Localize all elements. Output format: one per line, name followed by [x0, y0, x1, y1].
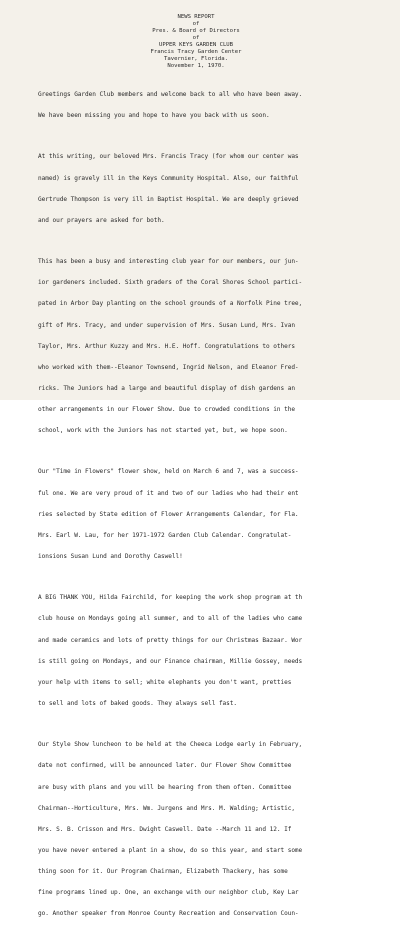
text-line: your help with items to sell; white elephants you don't want, pretties	[38, 678, 292, 686]
header-line: of	[192, 35, 200, 41]
paragraph-greeting	[38, 77, 394, 133]
text-line: and made ceramics and lots of pretty things for our Christmas Bazaar. Wor	[38, 636, 303, 644]
text-line: ries selected by State edition of Flower Arrangements Calendar, for Fla.	[38, 510, 299, 518]
text-line: are busy with plans and you will be hearing from them often. Committee	[38, 783, 292, 791]
header-line: Tavernier, Florida.	[164, 56, 228, 62]
text-line: fine programs lined up. One, an exchange with our neighbor club, Key Lar	[38, 889, 299, 897]
text-line: Our "Time in Flowers" flower show, held on March 6 and 7, was a success-	[38, 468, 299, 476]
text-line: This has been a busy and interesting club year for our members, our jun-	[38, 258, 299, 266]
text-line: ricks. The Juniors had a large and beautiful display of dish gardens an	[38, 384, 295, 392]
text-line: ionsions Susan Lund and Dorothy Caswell!	[38, 553, 183, 561]
text-line: school, work with the Juniors has not started yet, but, we hope soon.	[38, 427, 288, 435]
text-line: club house on Mondays going all summer, and to all of the ladies who came	[38, 615, 303, 623]
text-line: gift of Mrs. Tracy, and under supervision of Mrs. Susan Lund, Mrs. Ivan	[38, 321, 295, 329]
header-line: Pres. & Board of Directors	[152, 28, 240, 34]
text-line: Our Style Show luncheon to be held at the Cheeca Lodge early in February,	[38, 741, 303, 749]
text-line: date not confirmed, will be announced later. Our Flower Show Committee	[38, 762, 292, 770]
text-line: thing soon for it. Our Program Chairman, Elizabeth Thackery, has some	[38, 868, 288, 876]
text-line: Chairman--Horticulture, Mrs. Wm. Jurgens and Mrs. M. Walding; Artistic,	[38, 804, 295, 812]
paragraph-illness	[38, 139, 394, 238]
text-line: ior gardeners included. Sixth graders of the Coral Shores School partici-	[38, 279, 303, 287]
text-line: who worked with them--Eleanor Townsend, Ingrid Nelson, and Eleanor Fred-	[38, 363, 299, 371]
header-line: NEWS REPORT	[177, 14, 215, 20]
text-line: Gertrude Thompson is very ill in Baptist Hospital. We are deeply grieved	[38, 195, 299, 203]
text-line: you have never entered a plant in a show, do so this year, and start some	[38, 846, 303, 854]
text-line: other arrangements in our Flower Show. Due to crowded conditions in the	[38, 406, 295, 414]
paragraph-flower-show	[38, 454, 394, 574]
header-line: of	[192, 21, 200, 27]
paragraph-junior-gardeners	[38, 244, 394, 448]
text-line: Taylor, Mrs. Arthur Kuzzy and Mrs. H.E. Hoff. Congratulations to others	[38, 342, 295, 350]
text-line: pated in Arbor Day planting on the school grounds of a Norfolk Pine tree,	[38, 300, 303, 308]
text-line: A BIG THANK YOU, Hilda Fairchild, for keeping the work shop program at th	[38, 594, 303, 602]
text-line: We have been missing you and hope to have you back with us soon.	[38, 112, 270, 120]
text-line: Mrs. Earl W. Lau, for her 1971-1972 Garden Club Calendar. Congratulat-	[38, 531, 292, 539]
text-line: named) is gravely ill in the Keys Community Hospital. Also, our faithful	[38, 174, 299, 182]
header-line: Francis Tracy Garden Center	[150, 49, 242, 55]
text-line: Greetings Garden Club members and welcome back to all who have been away.	[38, 91, 303, 99]
header-line: November 1, 1970.	[167, 63, 225, 69]
letter-header	[38, 14, 394, 70]
header-line: UPPER KEYS GARDEN CLUB	[158, 42, 234, 48]
text-line: Mrs. S. B. Crisson and Mrs. Dwight Caswell. Date --March 11 and 12. If	[38, 825, 292, 833]
paragraph-style-show	[38, 727, 394, 931]
text-line: go. Another speaker from Monroe County Recreation and Conservation Coun-	[38, 910, 299, 918]
text-line: to sell and lots of baked goods. They always sell fast.	[38, 699, 238, 707]
paragraph-thank-you	[38, 580, 394, 721]
text-line: At this writing, our beloved Mrs. Francis Tracy (for whom our center was	[38, 153, 299, 161]
text-line: is still going on Mondays, and our Finance chairman, Millie Gossey, needs	[38, 657, 303, 665]
text-line: ful one. We are very proud of it and two of our ladies who had their ent	[38, 489, 299, 497]
text-line: and our prayers are asked for both.	[38, 216, 165, 224]
